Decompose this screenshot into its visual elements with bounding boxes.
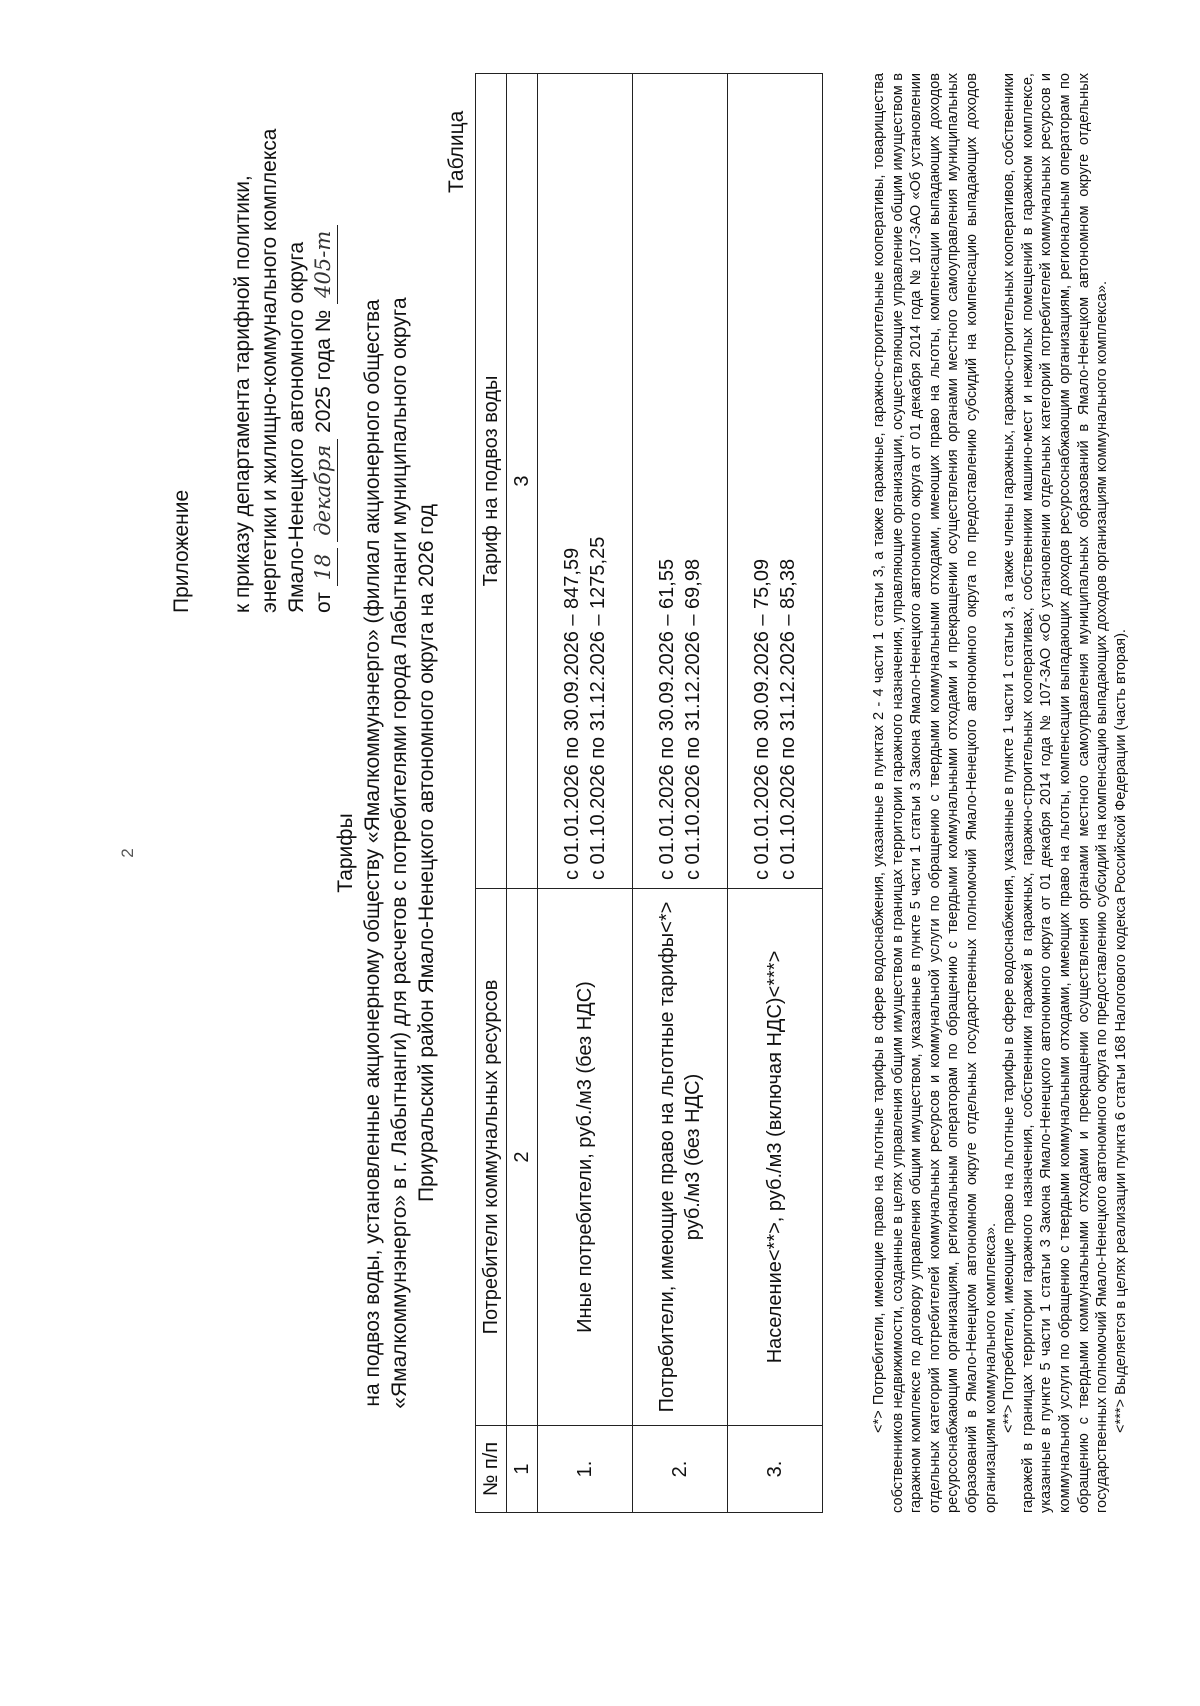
footnote-1: <*> Потребители, имеющие право на льготные тарифы в сфере водоснабжения, указанные в пунктах 2 - 4 части 1 статьи 3, а также гаражные, гаражно-строительные кооперативы, товарищества собственников недвижимости, созданные в целях управления общим имуществом в границах территории гаражного назначения, управляющие организации, осуществляющие управление общим имуществом в гаражном комплексе по договору управления общим имуществом, указанные в пункте 5 части 1 статьи 3 Закона Ямало-Ненецкого автономного округа от 01 декабря 2014 года № 107-ЗАО «Об установлении отдельных категорий потребителей коммунальных ресурсов и коммунальной услуги по обращению с твердыми коммунальными отходами, имеющих право на льготы, компенсации выпадающих доходов ресурсоснабжающим организациям, региональным операторам по обращению с твердыми коммунальными отходами и прекращении осуществления органами местного самоуправления муниципальных образований в Ямало-Ненецком автономном округе отдельных государственных полномочий Ямало-Ненецкого автономного округа по предоставлению субсидий на компенсацию выпадающих доходов организациям коммунального комплекса». <box>871 73 999 1513</box>
row-number: 1. <box>538 1426 633 1513</box>
handwritten-order-number: 405-т <box>310 225 338 304</box>
row-consumer: Иные потребители, руб./м3 (без НДС) <box>538 889 633 1426</box>
title-line-4: Приуральский район Ямало-Ненецкого автономного округа на 2026 год <box>415 504 438 1202</box>
appendix-line-2: энергетики и жилищно-коммунального комплекса <box>258 128 281 613</box>
tariff-period-1: с 01.01.2026 по 30.09.2026 – 75,09 <box>751 558 773 880</box>
row-tariff <box>728 74 823 889</box>
appendix-line-1: к приказу департамента тарифной политики, <box>231 175 254 613</box>
tariff-period-2: с 01.10.2026 по 31.12.2026 – 85,38 <box>777 558 799 880</box>
row-number: 3. <box>728 1426 823 1513</box>
footnote-3: <***> Выделяется в целях реализации пункта 6 статьи 168 Налогового кодекса Российской Федерации (часть вторая). <box>1112 629 1129 1433</box>
title-line-3: «Ямалкоммунэнерго» в г. Лабытнанги) для расчетов с потребителями города Лабытнанги муниципального округа <box>388 297 411 1409</box>
date-prefix: от <box>312 592 335 613</box>
index-cell: 3 <box>507 74 538 889</box>
date-year: 2025 года № <box>312 309 335 433</box>
row-tariff <box>633 74 728 889</box>
index-cell: 1 <box>507 1426 538 1513</box>
header-consumers: Потребители коммунальных ресурсов <box>476 889 507 1426</box>
handwritten-month: декабря <box>310 439 338 542</box>
appendix-title: Приложение <box>170 489 193 613</box>
handwritten-day: 18 <box>310 548 338 587</box>
tariffs-table <box>475 73 823 1513</box>
tariff-period-2: с 01.10.2026 по 31.12.2026 – 69,98 <box>682 558 704 880</box>
index-cell: 2 <box>507 889 538 1426</box>
footnote-2: <**> Потребители, имеющие право на льготные тарифы в сфере водоснабжения, указанные в пункте 1 части 1 статьи 3, а также члены гаражных, гаражно-строительных кооперативов, собственники гаражей в границах территории гаражного назначения, собственники гаражей в гаражных, гаражно-строительных кооперативах, собственники машино-мест и нежилых помещений в гаражном комплексе, указанные в пункте 5 части 1 статьи 3 Закона Ямало-Ненецкого автономного округа от 01 декабря 2014 года № 107-ЗАО «Об установлении отдельных категорий потребителей коммунальных ресурсов и коммунальной услуги по обращению с твердыми коммунальными отходами, имеющих право на льготы, компенсации выпадающих доходов ресурсоснабжающим организациям, региональным операторам по обращению с твердыми коммунальными отходами и прекращении осуществления органами местного самоуправления муниципальных образований в Ямало-Ненецком автономном округе отдельных государственных полномочий Ямало-Ненецкого автономного округа по предоставлению субсидий на компенсацию выпадающих доходов организациям коммунального комплекса». <box>1001 73 1111 1513</box>
table-row <box>538 74 633 1513</box>
document-page <box>50 33 1150 1673</box>
table-row <box>633 74 728 1513</box>
row-consumer: Население<**>, руб./м3 (включая НДС)<***> <box>728 889 823 1426</box>
document-title <box>332 183 440 1523</box>
header-tariff: Тариф на подвоз воды <box>476 74 507 889</box>
table-row <box>728 74 823 1513</box>
header-num: № п/п <box>476 1426 507 1513</box>
tariff-period-2: с 01.10.2026 по 31.12.2026 – 1275,25 <box>587 536 609 880</box>
title-line-1: Тарифы <box>334 813 357 893</box>
row-consumer: Потребители, имеющие право на льготные тарифы<*> руб./м3 (без НДС) <box>633 889 728 1426</box>
table-caption: Таблица <box>445 110 468 193</box>
appendix-block <box>168 73 338 613</box>
tariff-period-1: с 01.01.2026 по 30.09.2026 – 61,55 <box>656 558 678 880</box>
title-line-2: на подвоз воды, установленные акционерному обществу «Ямалкоммунэнерго» (филиал акционерного общества <box>361 299 384 1407</box>
table-index-row <box>507 74 538 1513</box>
table-header-row <box>476 74 507 1513</box>
row-number: 2. <box>633 1426 728 1513</box>
footnotes <box>870 73 1130 1513</box>
row-tariff <box>538 74 633 889</box>
appendix-line-3: Ямало-Ненецкого автономного округа <box>285 241 308 613</box>
tariff-period-1: с 01.01.2026 по 30.09.2026 – 847,59 <box>561 547 583 880</box>
page-number: 2 <box>118 848 137 858</box>
